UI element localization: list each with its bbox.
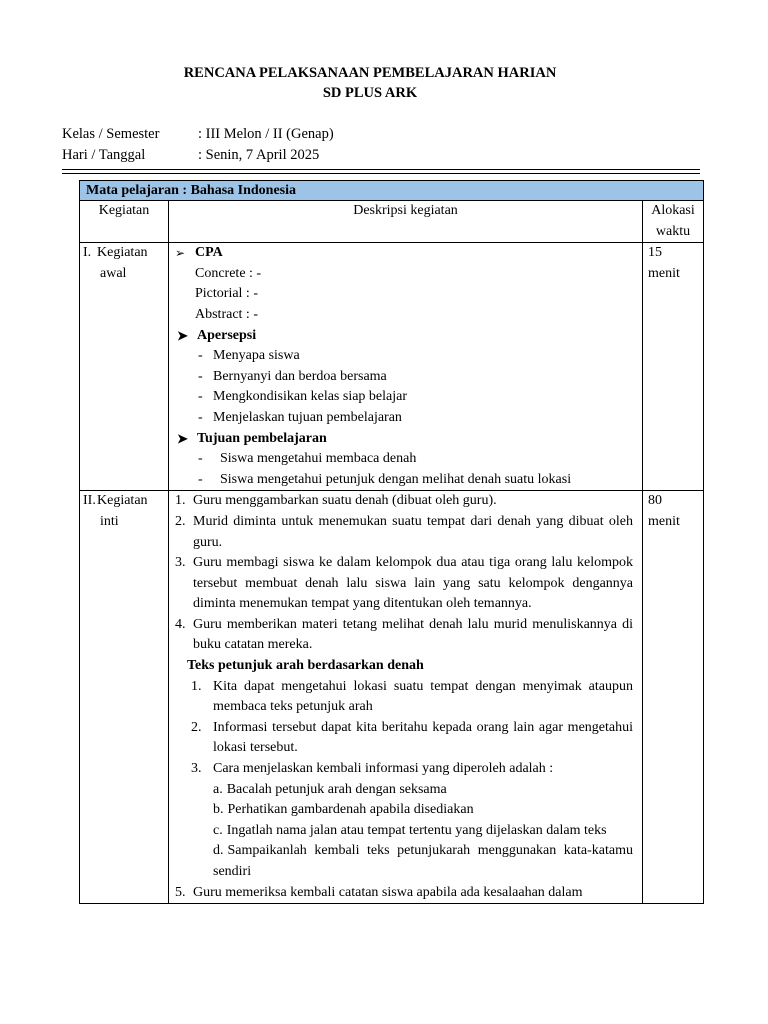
section-tujuan <box>175 429 633 450</box>
column-header-alokasi <box>643 201 704 243</box>
material-item: 2. Informasi tersebut dapat kita beritahu kepada orang lain agar mengetahui lokasi tersebut. <box>191 719 633 756</box>
info-label: Hari / Tanggal <box>62 147 146 163</box>
time-value: 80 <box>648 493 662 509</box>
column-header-line: waktu <box>655 223 691 239</box>
activity-name-cont: awal <box>100 265 127 281</box>
info-value: : Senin, 7 April 2025 <box>198 147 320 163</box>
letter-item: c. Ingatlah nama jalan atau tempat tertentu yang dijelaskan dalam teks <box>213 822 607 838</box>
school-name: SD PLUS ARK <box>322 85 418 101</box>
column-header-deskripsi: Deskripsi kegiatan <box>169 201 643 243</box>
arrow-bullet-icon: ➤ <box>177 430 188 446</box>
material-item: 1. Kita dapat mengetahui lokasi suatu tempat dengan menyimak ataupun membaca teks petunjuk arah <box>191 678 633 715</box>
subject-row <box>80 181 704 201</box>
section-title: Tujuan pembelajaran <box>197 430 327 446</box>
activity-number: I. <box>83 245 92 261</box>
table-row-kegiatan-inti <box>80 491 704 904</box>
info-label: Kelas / Semester <box>62 126 160 142</box>
section-cpa <box>175 243 633 264</box>
time-value: 15 <box>648 245 662 261</box>
activity-name: Kegiatan <box>97 245 148 261</box>
divider-line <box>62 169 700 170</box>
step-item: 4. Guru memberikan materi tetang melihat denah lalu murid menuliskannya di buku catatan mereka. <box>175 616 633 653</box>
list-item: - Siswa mengetahui petunjuk dengan melihat denah suatu lokasi <box>198 471 572 487</box>
column-header-kegiatan: Kegiatan <box>80 201 169 243</box>
list-item: - Bernyanyi dan berdoa bersama <box>198 368 387 384</box>
list-item: - Menyapa siswa <box>198 348 300 364</box>
lesson-plan-table <box>79 180 704 904</box>
list-item: - Mengkondisikan kelas siap belajar <box>198 389 408 405</box>
time-allocation <box>643 491 704 904</box>
letter-item: a. Bacalah petunjuk arah dengan seksama <box>213 781 447 797</box>
section-apersepsi <box>175 326 633 347</box>
time-unit: menit <box>648 513 680 529</box>
subject-label: Mata pelajaran : Bahasa Indonesia <box>80 181 704 201</box>
list-item: - Menjelaskan tujuan pembelajaran <box>198 409 402 425</box>
step-item: 2. Murid diminta untuk menemukan suatu tempat dari denah yang dibuat oleh guru. <box>175 513 633 550</box>
step-item: 1. Guru menggambarkan suatu denah (dibuat oleh guru). <box>175 493 497 509</box>
activity-number: II. <box>83 493 96 509</box>
info-value: : III Melon / II (Genap) <box>198 126 334 142</box>
activity-label <box>80 491 169 904</box>
list-item: - Siswa mengetahui membaca denah <box>198 451 417 467</box>
time-unit: menit <box>648 265 680 281</box>
table-header-row <box>80 201 704 243</box>
section-title: CPA <box>195 245 223 261</box>
letter-item: d. Sampaikanlah kembali teks petunjukarah menggunakan kata-katamu sendiri <box>213 843 633 879</box>
arrow-bullet-icon: ➤ <box>177 327 188 343</box>
activity-label <box>80 243 169 491</box>
letter-item: b. Perhatikan gambardenah apabila disediakan <box>213 802 474 818</box>
section-title: Apersepsi <box>197 327 257 343</box>
activity-description <box>169 491 643 904</box>
activity-name: Kegiatan <box>97 493 148 509</box>
list-item: Abstract : - <box>195 306 258 322</box>
step-item: 3. Guru membagi siswa ke dalam kelompok dua atau tiga orang lalu kelompok tersebut membuat denah lalu siswa lain yang satu kelompok dengannya diminta menemukan tempat yang ditentukan oleh temannya. <box>175 555 633 612</box>
table-row-kegiatan-awal <box>80 243 704 491</box>
step-item: 5. Guru memeriksa kembali catatan siswa apabila ada kesalaahan dalam <box>175 884 583 900</box>
time-allocation <box>643 243 704 491</box>
column-header-line: Alokasi <box>651 203 695 218</box>
material-item: 3. Cara menjelaskan kembali informasi yang diperoleh adalah : <box>191 761 554 777</box>
activity-name-cont: inti <box>100 513 119 529</box>
activity-description <box>169 243 643 491</box>
divider-line <box>62 173 700 174</box>
material-subheading: Teks petunjuk arah berdasarkan denah <box>187 658 424 674</box>
list-item: Pictorial : - <box>195 286 258 302</box>
list-item: Concrete : - <box>195 265 262 281</box>
arrow-bullet-icon: ➢ <box>175 246 186 261</box>
document-title: RENCANA PELAKSANAAN PEMBELAJARAN HARIAN <box>183 65 557 81</box>
